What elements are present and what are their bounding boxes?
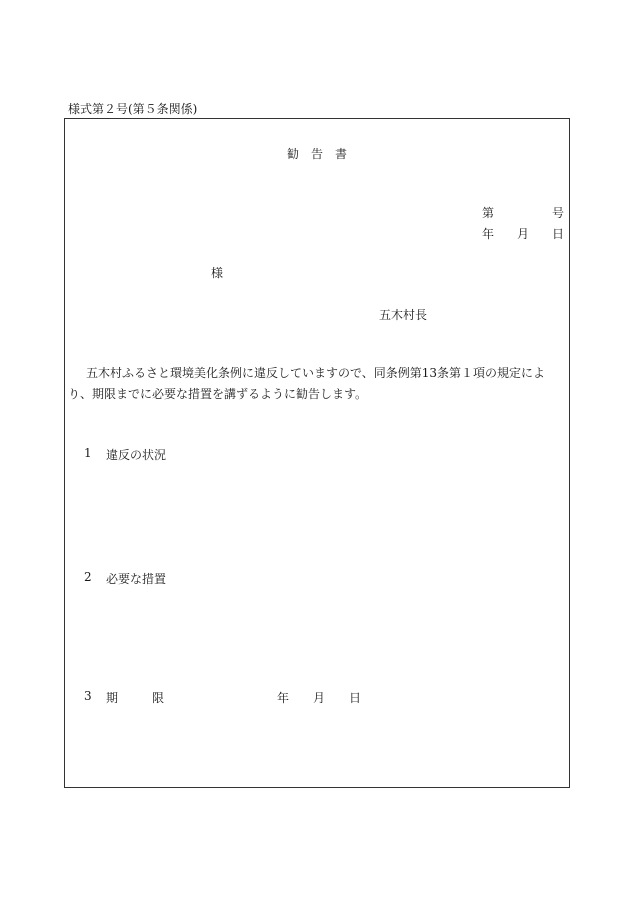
document-title: 勧告書 [286, 147, 359, 161]
deadline-year: 年 [277, 691, 290, 705]
document-number-line [482, 204, 564, 221]
section-label: 必要な措置 [106, 572, 167, 586]
document-date-month: 月 [516, 227, 529, 241]
recommendation-body: 五木村ふるさと環境美化条例に違反していますので、同条例第13条第１項の規定により、期限までに必要な措置を講ずるように勧告します。 [68, 366, 546, 401]
document-date-line [482, 225, 564, 242]
addressee-line: 様 [211, 266, 224, 280]
document-frame [64, 118, 570, 788]
section-label: 違反の状況 [106, 448, 167, 462]
document-date-day: 日 [551, 227, 564, 241]
section-number: 2 [84, 570, 92, 584]
section-deadline [84, 689, 361, 706]
section-violation-status [84, 446, 166, 463]
deadline-label-char: 期 [106, 691, 119, 705]
deadline-month: 月 [313, 691, 326, 705]
issuer-name: 五木村長 [379, 308, 428, 322]
deadline-label [106, 689, 164, 706]
section-required-measures [84, 570, 166, 587]
deadline-day: 日 [349, 691, 362, 705]
section-number: 3 [84, 689, 92, 703]
form-number-label: 様式第２号(第５条関係) [68, 102, 198, 116]
section-number: 1 [84, 446, 92, 460]
deadline-label-char: 限 [151, 691, 164, 705]
document-number-prefix: 第 [482, 206, 495, 220]
deadline-date [277, 689, 361, 706]
document-date-year: 年 [482, 227, 495, 241]
document-number-suffix: 号 [551, 206, 564, 220]
